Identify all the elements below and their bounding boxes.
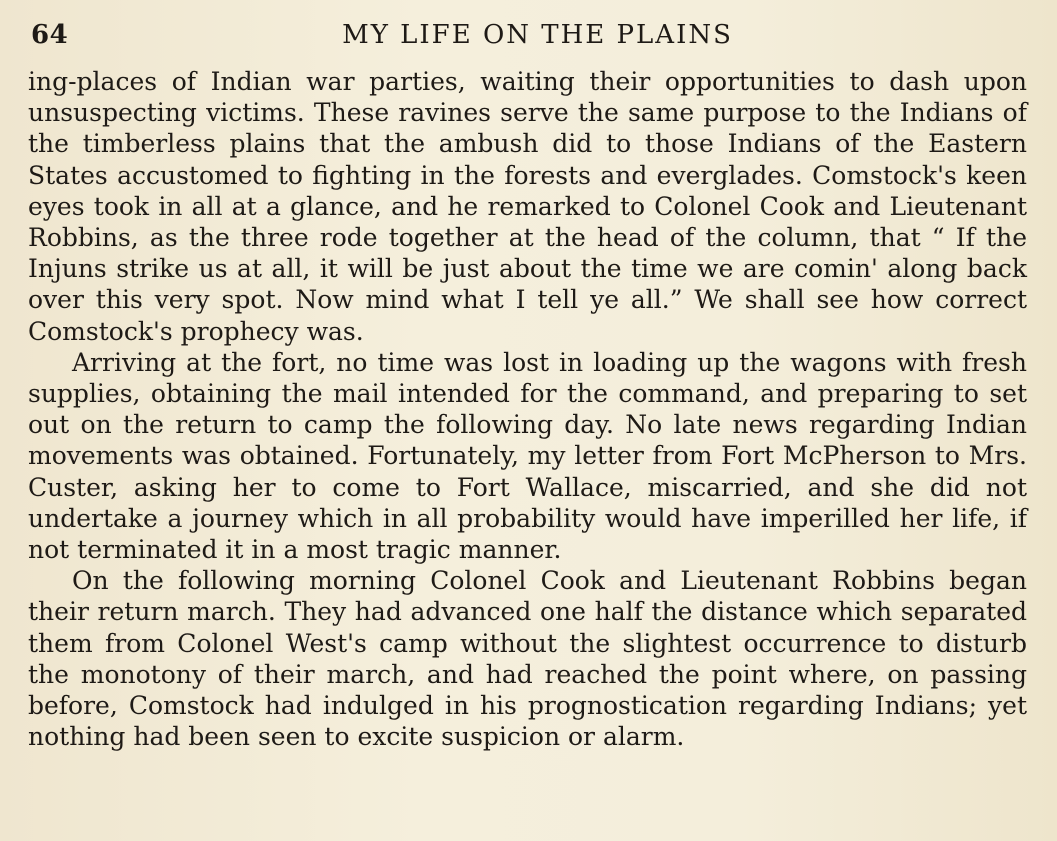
- page-number: 64: [31, 20, 69, 50]
- body-text: [28, 66, 1027, 752]
- paragraph-return-march: On the following morning Colonel Cook and Lieutenant Robbins began their return march. They had advanced one half the distance which separated them from Colonel West's camp without the slightest occurrence to disturb the monotony of their march, and had reached the point where, on passing before, Comstock had indulged in his prognostication regarding Indians; yet nothing had been seen to excite suspicion or alarm.: [28, 566, 1027, 752]
- running-head: [28, 0, 1027, 66]
- paragraph-arriving-at-fort: Arriving at the fort, no time was lost in loading up the wagons with fresh supplies, obtaining the mail intended for the command, and preparing to set out on the return to camp the following day. No late news regarding Indian movements was obtained. Fortunately, my letter from Fort McPherson to Mrs. Custer, asking her to come to Fort Wallace, miscarried, and she did not undertake a journey which in all probability would have imperilled her life, if not terminated it in a most tragic manner.: [28, 347, 1027, 565]
- paragraph-continued: ing-places of Indian war parties, waiting their opportunities to dash upon unsuspecting victims. These ravines serve the same purpose to the Indians of the timberless plains that the ambush did to those Indians of the Eastern States accustomed to fighting in the forests and everglades. Comstock's keen eyes took in all at a glance, and he remarked to Colonel Cook and Lieutenant Robbins, as the three rode together at the head of the column, that “ If the Injuns strike us at all, it will be just about the time we are comin' along back over this very spot. Now mind what I tell ye all.” We shall see how correct Comstock's prophecy was.: [28, 67, 1027, 346]
- running-title: MY LIFE ON THE PLAINS: [342, 20, 733, 50]
